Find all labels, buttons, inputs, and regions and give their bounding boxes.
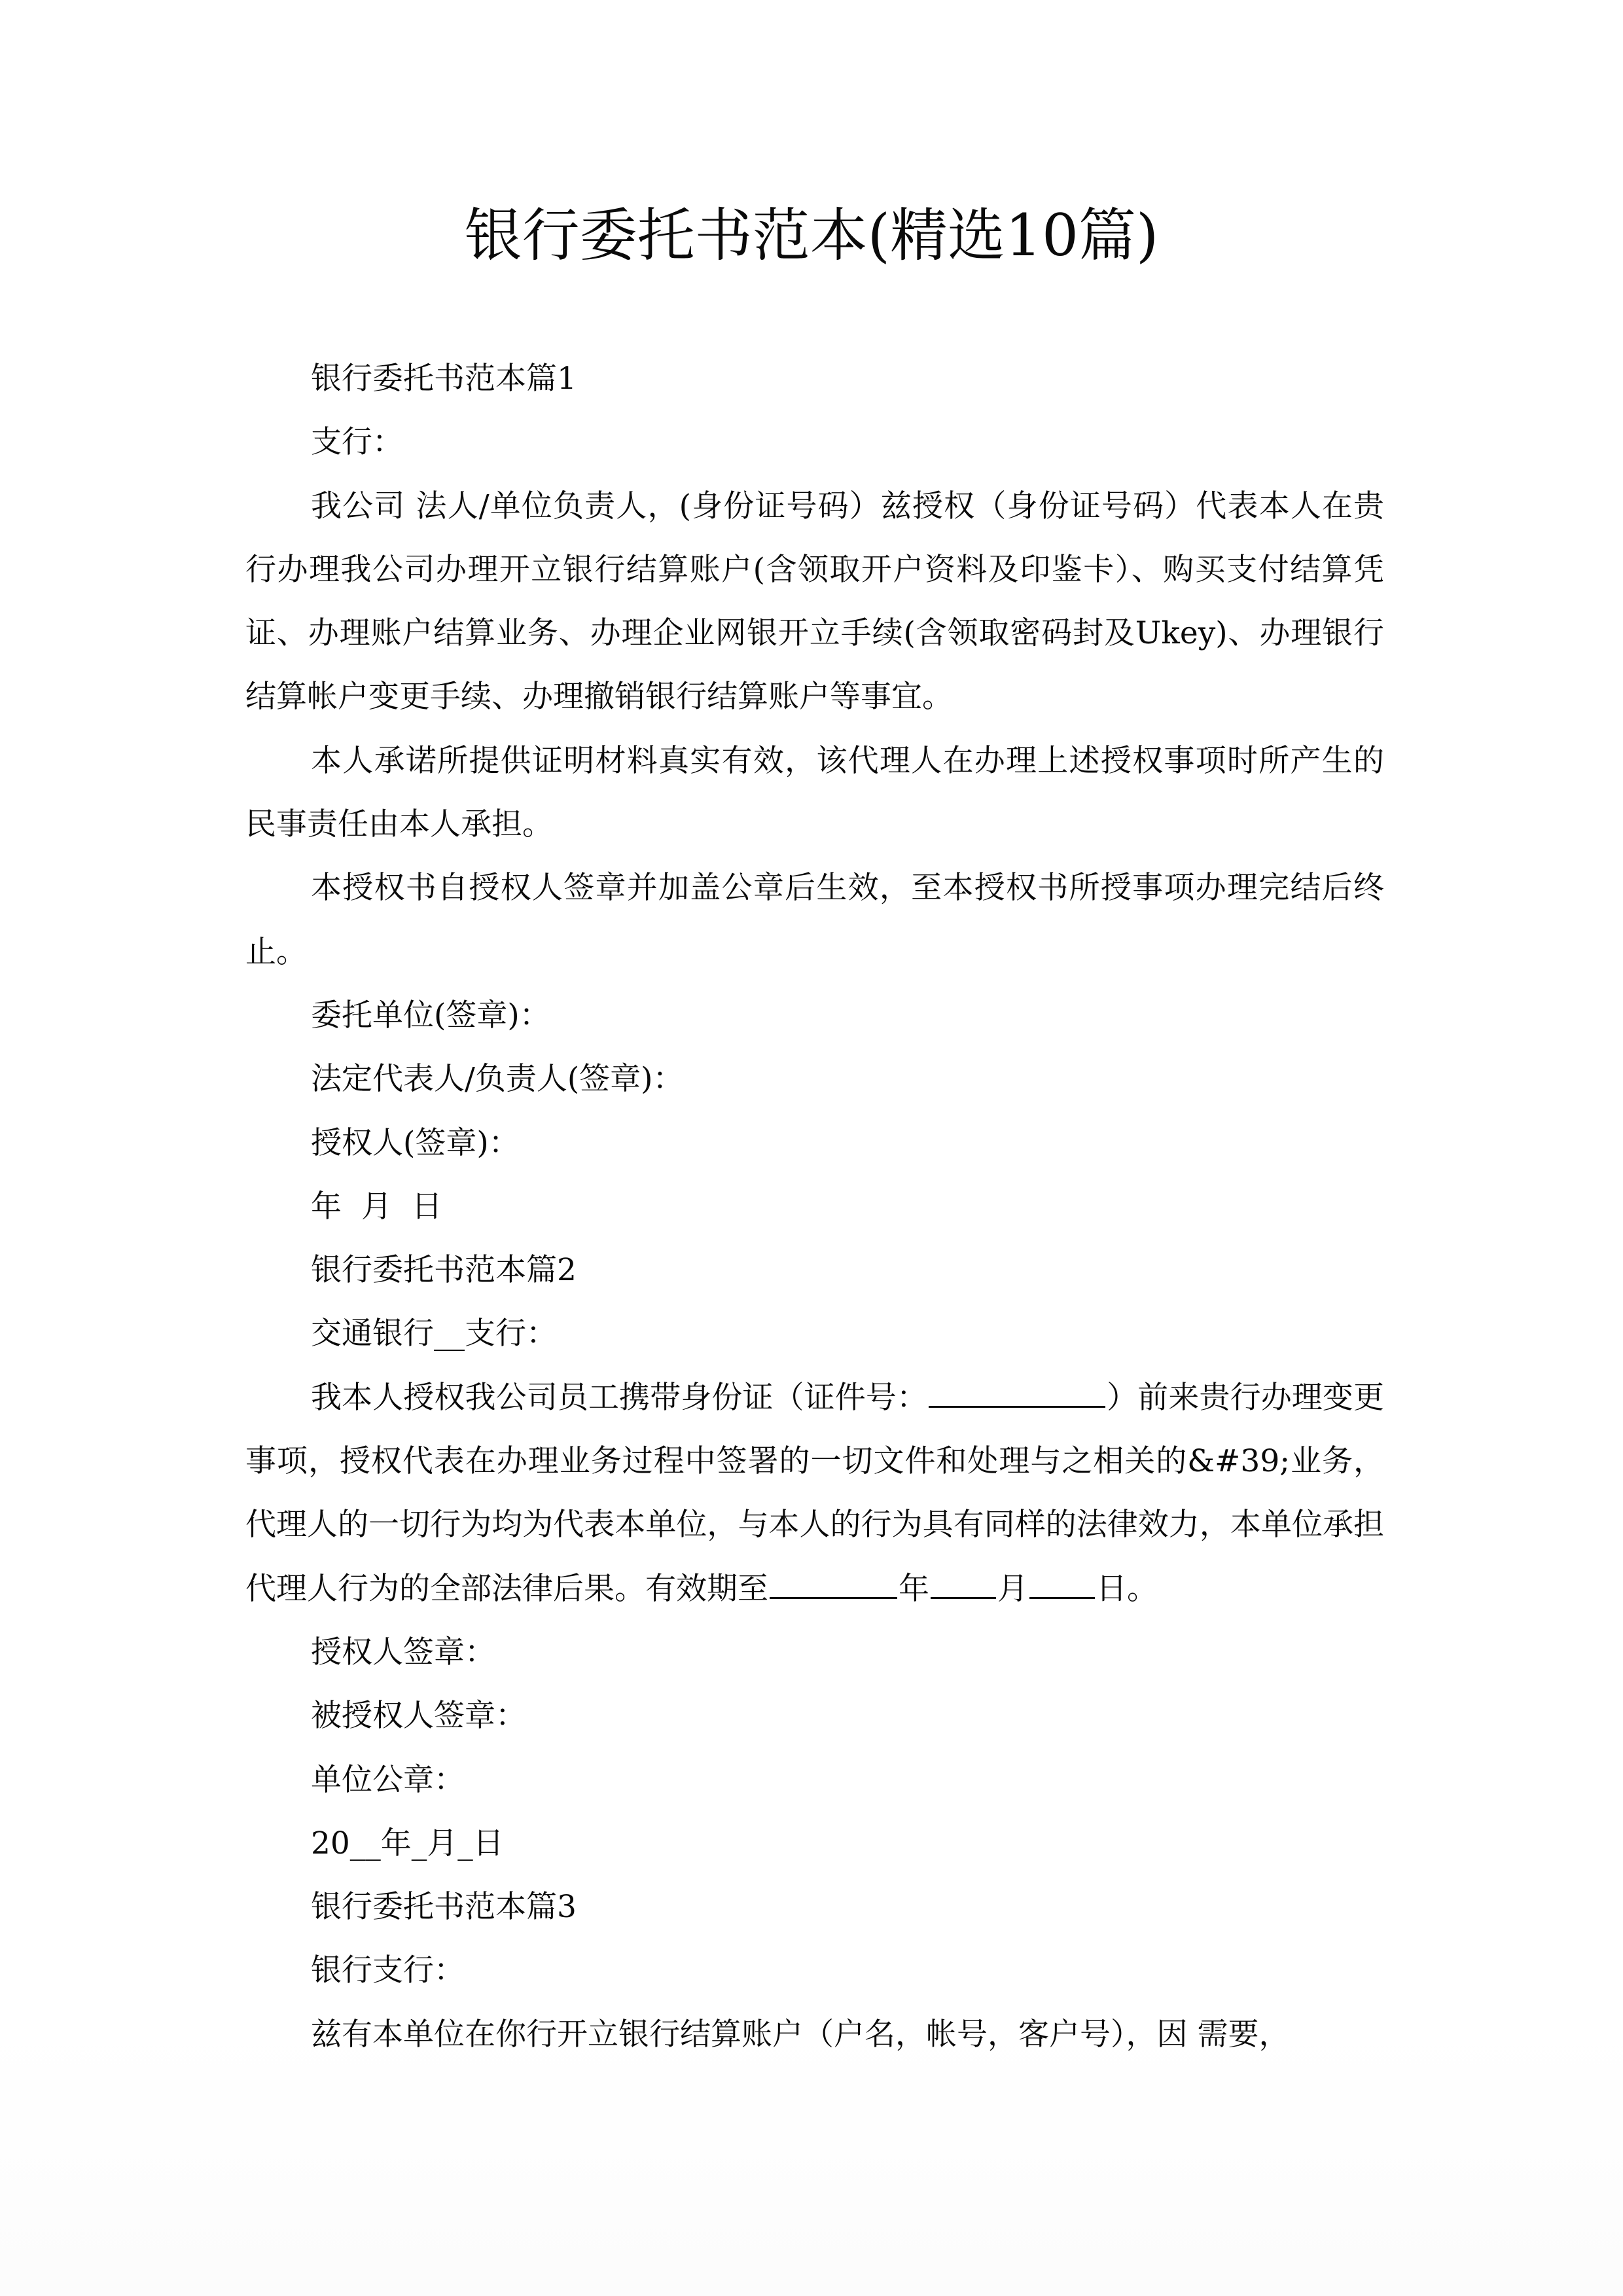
section-1-paragraph-1: 我公司 法人/单位负责人，(身份证号码）兹授权（身份证号码）代表本人在贵行办理我公司办理开立银行结算账户(含领取开户资料及印鉴卡）、购买支付结算凭证、办理账户结算业务、办理企业网银开立手续(含领取密码封及Ukey)、办理银行结算帐户变更手续、办理撤销银行结算账户等事宜。 <box>245 488 1384 715</box>
section-3-heading: 银行委托书范本篇3 <box>311 1889 577 1926</box>
section-1-signature-unit: 委托单位(签章)： <box>311 997 550 1033</box>
section-3-salutation: 银行支行： <box>311 1952 465 1989</box>
document-title: 银行委托书范本(精选10篇) <box>464 202 1159 269</box>
document-body <box>245 347 1384 2066</box>
section-1-heading: 银行委托书范本篇1 <box>311 361 577 397</box>
section-1-paragraph-2: 本人承诺所提供证明材料真实有效，该代理人在办理上述授权事项时所产生的民事责任由本人承担。 <box>245 742 1384 843</box>
section-2-signature-authorizer: 授权人签章： <box>311 1634 495 1670</box>
section-1-date: 年 月 日 <box>311 1188 442 1225</box>
section-1-salutation: 支行： <box>311 424 403 461</box>
section-2-signature-authorized: 被授权人签章： <box>311 1698 526 1734</box>
day-blank <box>1029 1569 1095 1598</box>
section-1-signature-legal-rep: 法定代表人/负责人(签章)： <box>311 1061 684 1098</box>
month-blank <box>931 1569 996 1598</box>
day-label: 日。 <box>1096 1570 1158 1607</box>
year-blank <box>770 1569 897 1598</box>
section-3-paragraph-1: 兹有本单位在你行开立银行结算账户（户名，帐号，客户号），因 需要， <box>311 2016 1290 2053</box>
section-1-paragraph-3: 本授权书自授权人签章并加盖公章后生效，至本授权书所授事项办理完结后终止。 <box>245 870 1384 970</box>
year-label: 年 <box>899 1570 929 1607</box>
section-1-signature-authorizer: 授权人(签章)： <box>311 1124 520 1161</box>
id-number-blank <box>929 1378 1105 1407</box>
month-label: 月 <box>997 1570 1028 1607</box>
section-2-salutation: 交通银行__支行： <box>311 1316 557 1352</box>
paragraph-text-before-id: 我本人授权我公司员工携带身份证（证件号： <box>311 1379 928 1416</box>
section-2-heading: 银行委托书范本篇2 <box>311 1252 577 1289</box>
section-2-paragraph-1 <box>245 1366 1384 1621</box>
paragraph-text-after-id: ）前来贵行办理变更事项，授权代表在办理业务过程中签署的一切文件和处理与之相关的&#39;业务，代理人的一切行为均为代表本单位，与本人的行为具有同样的法律效力，本单位承担代理人行为的全部法律后果。有效期至 <box>245 1379 1385 1607</box>
section-2-signature-unit-seal: 单位公章： <box>311 1761 465 1798</box>
section-2-date: 20__年_月_日 <box>311 1825 504 1861</box>
